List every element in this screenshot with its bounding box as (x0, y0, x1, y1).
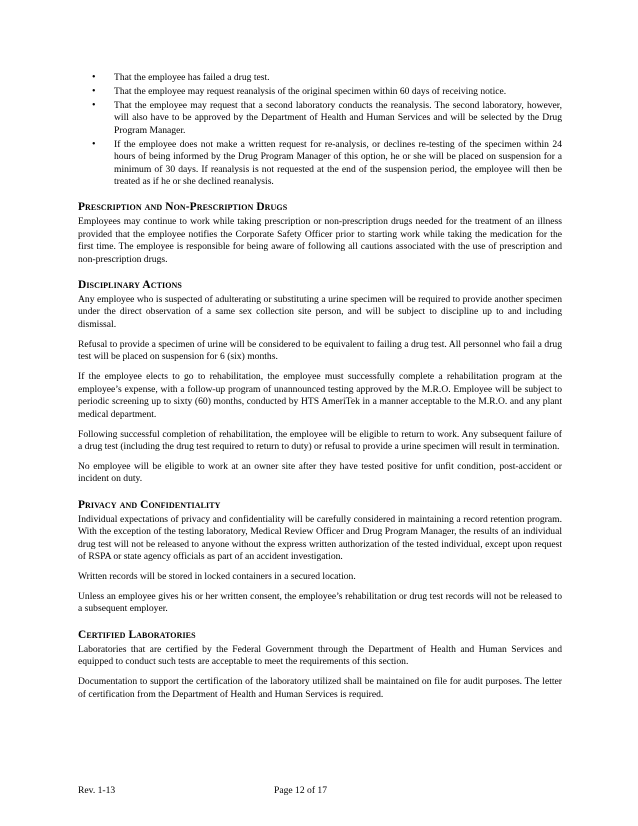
bullet-text: That the employee has failed a drug test. (114, 72, 270, 83)
paragraph: Following successful completion of rehabilitation, the employee will be eligible to return to work. Any subsequent failure of a drug test (including the drug test required to return to duty) or refusal to provide a urine specimen will result in termination. (78, 428, 562, 452)
bullet-text: That the employee may request that a second laboratory conducts the reanalysis. The second laboratory, however, will also have to be approved by the Department of Health and Human Services and will be selected by the Drug Program Manager. (114, 100, 562, 136)
bullet-item (78, 100, 562, 137)
paragraph: Written records will be stored in locked containers in a secured location. (78, 570, 356, 582)
paragraph: Refusal to provide a specimen of urine will be considered to be equivalent to failing a drug test. All personnel who fail a drug test will be placed on suspension for 6 (six) months. (78, 338, 562, 363)
paragraph: Individual expectations of privacy and confidentiality will be carefully considered in maintaining a record retention program. With the exception of the testing laboratory, Medical Review Officer and Drug Program Manager, the results of an individual drug test will not be released to anyone without the express written authorization of the tested individual, except upon request of RSPA or state agency officials as part of an accident investigation. (78, 513, 562, 562)
section-heading: Prescription and Non-Prescription Drugs (78, 201, 288, 214)
paragraph: Laboratories that are certified by the Federal Government through the Department of Health and Human Services and equipped to conduct such tests are acceptable to meet the requirements of this section. (78, 643, 562, 668)
paragraph: If the employee elects to go to rehabilitation, the employee must successfully complete a rehabilitation program at the employee’s expense, with a follow-up program of unannounced testing approved by the M.R.O. Employee will be subject to periodic screening up to sixty (60) months, conducted by HTS AmeriTek in a manner acceptable to the M.R.O. and any plant medical department. (78, 371, 562, 420)
paragraph: Unless an employee gives his or her written consent, the employee’s rehabilitation or drug test records will not be released to a subsequent employer. (78, 590, 562, 615)
bullet-icon: • (92, 86, 96, 97)
paragraph: Any employee who is suspected of adulterating or substituting a urine specimen will be required to provide another specimen under the direct observation of a same sex collection site person, and will be subject to discipline up to and including dismissal. (78, 294, 562, 330)
paragraph: No employee will be eligible to work at an owner site after they have tested positive for unfit condition, post-accident or incident on duty. (78, 460, 562, 485)
bullet-item (78, 139, 562, 189)
document-page (78, 72, 562, 709)
bullet-text: If the employee does not make a written request for re-analysis, or declines re-testing of the specimen within 24 hours of being informed by the Drug Program Manager of this option, he or she will be placed on suspension for a minimum of 30 days. If reanalysis is not requested at the end of the suspension period, the employee will then be treated as if he or she declined reanalysis. (114, 138, 562, 188)
section-heading: Disciplinary Actions (78, 279, 182, 292)
section-heading: Certified Laboratories (78, 628, 196, 641)
page-number: Page 12 of 17 (274, 785, 328, 796)
bullet-icon: • (92, 72, 96, 83)
bullet-text: That the employee may request reanalysis of the original specimen within 60 days of receiving notice. (114, 86, 507, 97)
section-disciplinary-actions (78, 278, 562, 486)
bullet-icon: • (92, 138, 96, 150)
bullet-item (78, 86, 562, 98)
paragraph: Documentation to support the certification of the laboratory utilized shall be maintained on file for audit purposes. The letter of certification from the Department of Health and Human Services is required. (78, 676, 562, 700)
bullet-item (78, 72, 562, 84)
bullet-icon: • (92, 100, 96, 111)
section-prescription-drugs (78, 200, 562, 266)
section-privacy-confidentiality (78, 498, 562, 616)
revision-label: Rev. 1-13 (78, 785, 116, 796)
section-certified-laboratories (78, 628, 562, 701)
section-heading: Privacy and Confidentiality (78, 498, 221, 511)
paragraph: Employees may continue to work while taking prescription or non-prescription drugs needed for the treatment of an illness provided that the employee notifies the Corporate Safety Officer prior to starting work while taking the medication for the first time. The employee is responsible for being aware of following all cautions associated with the use of prescription and non-prescription drugs. (78, 216, 562, 265)
notification-bullet-list (78, 72, 562, 188)
